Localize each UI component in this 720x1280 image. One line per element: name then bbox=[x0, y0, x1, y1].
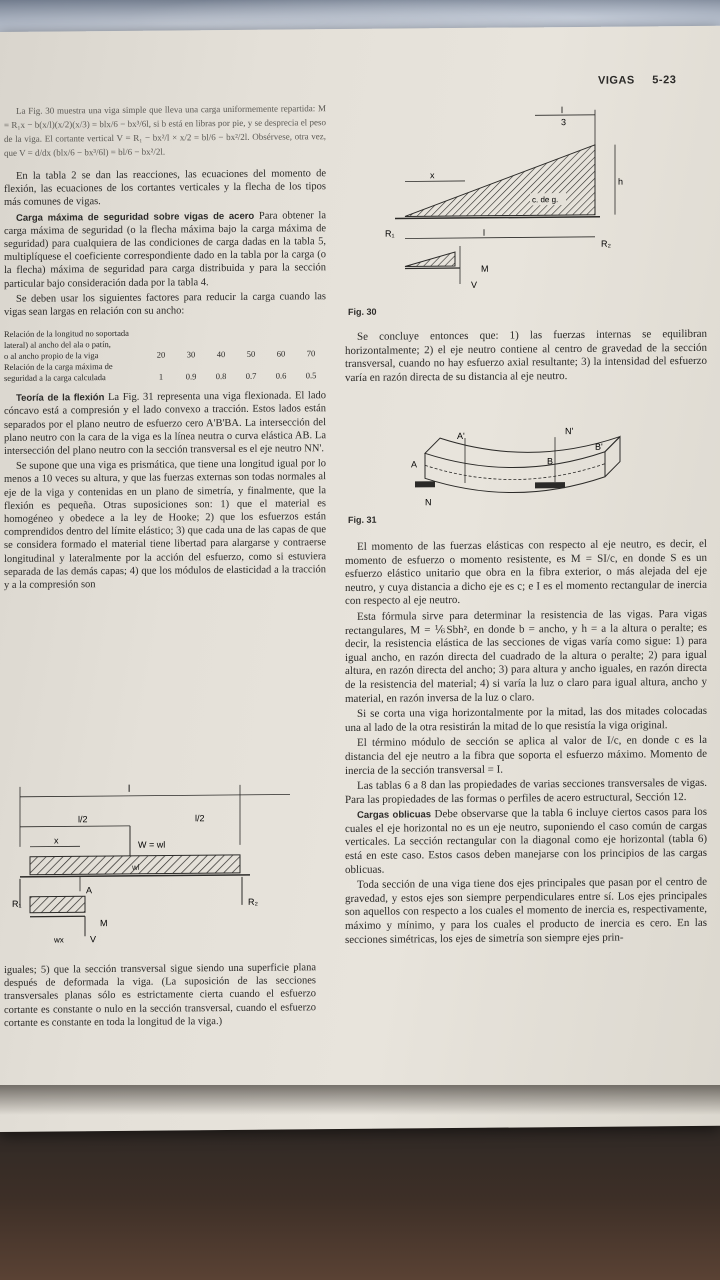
point-A-label: A bbox=[86, 885, 93, 896]
paragraph bbox=[4, 389, 326, 458]
table-cell: 50 bbox=[246, 349, 256, 360]
shear-V-label: V bbox=[90, 934, 97, 945]
moment-M-label: M bbox=[100, 918, 108, 929]
third-span-label-3: 3 bbox=[561, 117, 567, 128]
moment-M-label: M bbox=[481, 263, 489, 274]
paragraph: Se deben usar los siguientes factores para reducir la carga cuando las vigas sean largas en relación con su ancho: bbox=[4, 290, 326, 318]
paragraph: El término módulo de sección se aplica al valor de I/c, en donde c es la distancia del eje neutro a la fibra que soporta el esfuerzo máximo. Momento de inercia de la sección transversal = I. bbox=[345, 734, 707, 777]
table-cell: 1 bbox=[158, 371, 164, 382]
left-column bbox=[4, 101, 326, 594]
table-cell: 70 bbox=[306, 348, 316, 359]
figure-caption: Fig. 30 bbox=[348, 306, 377, 317]
distance-x-label: x bbox=[54, 835, 59, 846]
point-A-label: A bbox=[411, 459, 418, 470]
reaction-R2-label: R₂ bbox=[248, 896, 258, 907]
table-cell: 0.6 bbox=[275, 370, 287, 381]
point-Nprime-label: N' bbox=[565, 425, 574, 437]
triangular-load-figure bbox=[385, 104, 665, 296]
height-h-label: h bbox=[618, 176, 624, 187]
load-wx-label: wx bbox=[54, 935, 64, 945]
distance-x-label: x bbox=[430, 170, 435, 181]
figure-caption: Fig. 31 bbox=[348, 514, 377, 525]
table-label: Relación de la carga máxima de bbox=[4, 361, 113, 373]
third-span-label-l: l bbox=[561, 105, 563, 116]
point-N-label: N bbox=[425, 497, 432, 508]
table-cell: 60 bbox=[276, 348, 286, 359]
running-head bbox=[598, 74, 690, 87]
reduction-table bbox=[4, 326, 326, 384]
paragraph-text: La Fig. 31 representa una viga flexionada. El lado cóncavo está a compresión y el lado convexo a tracción. Estos lados están separados por el plano neutro de esfuerzo cero A'B'BA. La intersección del plano neutro con la cara de la viga es la línea neutra o curva elástica AB. La intersección del plano neutro con la sección transversal es el eje neutro NN'. bbox=[4, 390, 326, 458]
half-span-label: l/2 bbox=[195, 813, 205, 824]
table-cell: 30 bbox=[186, 349, 196, 360]
point-B-label: B bbox=[547, 456, 554, 467]
left-support bbox=[415, 481, 435, 487]
left-column-bottom bbox=[4, 961, 316, 1032]
table-row bbox=[146, 348, 326, 361]
paragraph: La Fig. 30 muestra una viga simple que lleva una carga uniformemente repartida: M = R₁x − b(x/l)(x/2)(x/3) = blx/6 − bx³/6l, si b está en libras por pie, y se desprecia el peso de la viga. El cortante vertical V = R₁ − bx²/l × x/2 = bl/6 − bx²/2l. Obsérvese, otra vez, que V = d/dx (blx/6 − bx³/6l) = bl/6 − bx²/2l. bbox=[4, 103, 326, 158]
table-label: lateral) al ancho del ala o patín, bbox=[4, 339, 111, 351]
table-label: o al ancho propio de la viga bbox=[4, 350, 99, 362]
paragraph bbox=[4, 209, 326, 291]
table-row bbox=[146, 370, 326, 383]
span-length-label: l bbox=[483, 227, 485, 238]
paragraph-text: Debe observarse que la tabla 6 incluye ciertos casos para los cuales el eje horizontal no es un eje neutro, suponiendo el caso común de cargas verticales. La sección rectangular con la diagonal como eje horizontal (tabla 6) está en este caso. Estos casos deben manejarse con los principios de las cargas oblicuas. bbox=[345, 806, 708, 876]
paragraph: Si se corta una viga horizontalmente por la mitad, las dos mitades colocadas una al lado de la otra resistirán la mitad de lo que resistía la viga original. bbox=[345, 704, 707, 734]
section-heading: Carga máxima de seguridad sobre vigas de acero bbox=[16, 210, 255, 224]
half-span-label: l/2 bbox=[78, 814, 88, 825]
bent-beam-figure bbox=[405, 421, 635, 513]
paragraph: El momento de las fuerzas elásticas con respecto al eje neutro, es decir, el momento de esfuerzo o momento resistente, es M = SI/c, en donde S es un esfuerzo elástico unitario que obra en la fibra exterior, o más alejada del eje neutro, y cuya distancia a dicho eje es c; e I es el momento rectangular de inercia con respecto al eje neutro. bbox=[345, 537, 707, 608]
page-edge-shadow bbox=[0, 1085, 720, 1115]
right-support bbox=[535, 482, 565, 488]
paragraph bbox=[345, 806, 707, 877]
triangular-load bbox=[405, 145, 595, 217]
section-heading: Teoría de la flexión bbox=[16, 392, 105, 405]
point-Bprime-label: B' bbox=[595, 441, 603, 452]
reaction-R1-label: R₁ bbox=[12, 898, 22, 909]
reaction-R1-label: R₁ bbox=[385, 228, 395, 239]
table-cell: 0.7 bbox=[245, 370, 257, 382]
right-column-top bbox=[345, 328, 707, 388]
paragraph: En la tabla 2 se dan las reacciones, las ecuaciones del momento de flexión, las ecuaciones de los cortantes verticales y la flecha de los tipos más comunes de vigas. bbox=[4, 168, 326, 209]
load-intensity-label: wl bbox=[132, 862, 140, 872]
table-cell: 20 bbox=[156, 349, 166, 360]
free-body-triangle bbox=[405, 252, 455, 266]
total-load-label: W = wl bbox=[138, 839, 166, 850]
paragraph: Se concluye entonces que: 1) las fuerzas internas se equilibran horizontalmente; 2) el eje neutro contiene al centro de gravedad de la sección transversal, cuando no hay esfuerzo axial resultante; 3) la intensidad del esfuerzo varía en razón directa de su distancia al eje neutro. bbox=[345, 327, 707, 384]
table-label: seguridad a la carga calculada bbox=[4, 372, 106, 384]
paragraph: Toda sección de una viga tiene dos ejes principales que pasan por el centro de gravedad, y estos ejes son siempre perpendiculares entre sí. Los ejes principales son aquellos con respecto a los cuales el momento de inercia es, respectivamente, máximo y mínimo, y para los cuales el producto de inercia es cero. En las secciones simétricas, los ejes de simetría son siempre ejes prin- bbox=[345, 876, 707, 946]
paragraph: iguales; 5) que la sección transversal sigue siendo una superficie plana después de deformada la viga. (La suposición de las secciones transversales planas sólo es estrictamente cierta cuando el esfuerzo cortante es constante o nulo en la sección transversal, cuando el esfuerzo cortante es constante en toda la longitud de la viga.) bbox=[4, 962, 316, 1029]
free-body-segment bbox=[30, 896, 85, 912]
span-length-label: l bbox=[128, 783, 131, 795]
right-column bbox=[345, 538, 707, 949]
table-cell: 0.9 bbox=[185, 371, 197, 382]
paragraph: Las tablas 6 a 8 dan las propiedades de varias secciones transversales de vigas. Para las propiedades de las formas o perfiles de acero estructural, Sección 12. bbox=[345, 776, 707, 806]
point-Aprime-label: A' bbox=[457, 430, 465, 442]
center-of-gravity-label: c. de g. bbox=[532, 195, 559, 205]
section-title: VIGAS bbox=[598, 74, 635, 87]
paragraph: Esta fórmula sirve para determinar la resistencia de las vigas. Para vigas rectangulares, M = ⅙Sbh², en donde b = ancho, y h = a la altura o peralte; es decir, la resistencia elástica de las secciones de vigas varía como sigue: 1) para igual ancho, en razón directa del cuadrado de la altura o peralte; 2) para igual altura, en razón directa del ancho; 3) para altura y ancho iguales, en razón directa de la resistencia del material; 4) si varía la luz o claro para igual altura, ancho y material, en razón inversa de la luz o claro. bbox=[345, 607, 707, 705]
shear-V-label: V bbox=[471, 279, 478, 290]
table-label: Relación de la longitud no soportada bbox=[4, 328, 129, 340]
paragraph-text: Para obtener la carga máxima de seguridad (o la flecha máxima bajo la carga máxima de seguridad) para cualquiera de las condiciones de carga dadas en la tabla 5, multiplíquese el coeficiente correspondiente dado en la tabla por la carga (o la flecha) máxima de seguridad para carga distribuida y para la sección particular bajo consideración dada por la tabla 4. bbox=[4, 209, 326, 290]
page-number: 5-23 bbox=[652, 74, 677, 87]
table-cell: 0.5 bbox=[305, 370, 317, 381]
uniform-load-beam-figure bbox=[10, 754, 310, 952]
table-cell: 40 bbox=[216, 349, 226, 360]
reaction-R2-label: R₂ bbox=[601, 238, 611, 249]
table-cell: 0.8 bbox=[215, 371, 227, 382]
paragraph: Se supone que una viga es prismática, que tiene una longitud igual por lo menos a 10 veces su altura, y que las fuerzas externas son todas normales al eje de la viga y contenidas en un plano de simetría, y finalmente, que la flexión es pequeña. Otras suposiciones son: 1) que el material es homogéneo y obedece a la ley de Hooke; 2) que los esfuerzos están comprendidos dentro del límite elástico; 3) que cada una de las capas de que se considera formado el material tiene libertad para alargarse y contraerse longitudinal y lateralmente por la acción del esfuerzo, como si estuviera separada de las demás capas; 4) que los módulos de elasticidad a la tracción y a la compresión son bbox=[4, 458, 326, 592]
book-page bbox=[0, 26, 720, 1132]
section-heading: Cargas oblicuas bbox=[357, 809, 432, 822]
